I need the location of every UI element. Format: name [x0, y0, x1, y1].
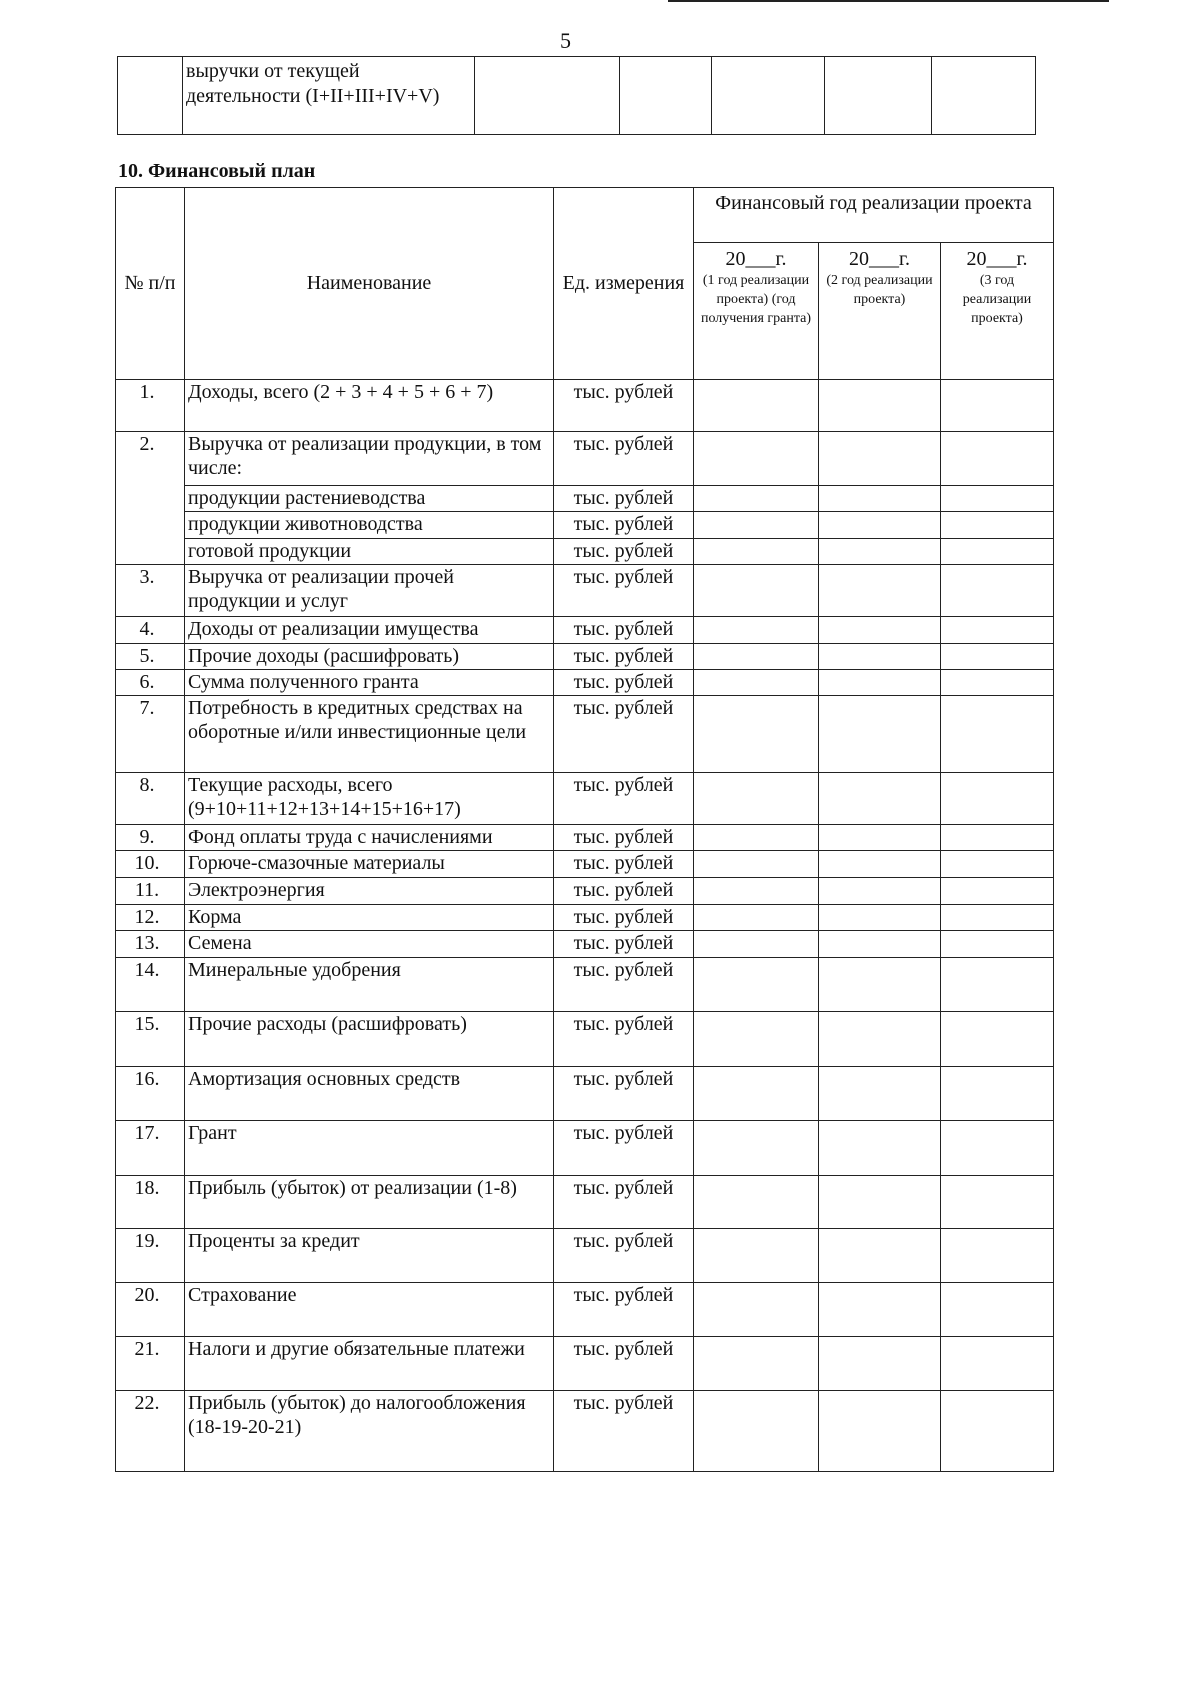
- row-year-3-value-cell: [941, 512, 1054, 539]
- year-3-note: (3 год реализации проекта): [962, 273, 1032, 326]
- row-number-cell: 4.: [116, 617, 185, 644]
- row-name-cell: Налоги и другие обязательные платежи: [185, 1337, 554, 1391]
- table-row: [116, 1121, 1054, 1176]
- row-year-1-value-cell: [694, 931, 819, 958]
- row-year-2-value-cell: [819, 617, 941, 644]
- row-number-cell: 17.: [116, 1121, 185, 1176]
- row-unit-cell: тыс. рублей: [554, 1229, 694, 1283]
- row-unit-cell: тыс. рублей: [554, 825, 694, 851]
- row-year-2-value-cell: [819, 1283, 941, 1337]
- table-row: [116, 1012, 1054, 1067]
- row-number-cell: 21.: [116, 1337, 185, 1391]
- row-number-cell: 16.: [116, 1067, 185, 1121]
- carry-num-cell: [118, 57, 183, 135]
- row-year-2-value-cell: [819, 670, 941, 696]
- row-number-cell: 18.: [116, 1176, 185, 1229]
- row-number-cell: 15.: [116, 1012, 185, 1067]
- row-year-1-value-cell: [694, 1176, 819, 1229]
- row-unit-cell: тыс. рублей: [554, 931, 694, 958]
- financial-plan-body: [116, 380, 1054, 1472]
- carry-over-row: [118, 57, 1036, 135]
- section-title: 10. Финансовый план: [118, 160, 316, 182]
- row-year-2-value-cell: [819, 1176, 941, 1229]
- row-number-cell: [116, 512, 185, 539]
- row-year-3-value-cell: [941, 1176, 1054, 1229]
- row-year-2-value-cell: [819, 931, 941, 958]
- table-row: [116, 512, 1054, 539]
- row-name-cell: Проценты за кредит: [185, 1229, 554, 1283]
- year-1-label: 20___г.: [725, 248, 787, 270]
- header-year-2: [819, 243, 941, 380]
- row-year-1-value-cell: [694, 851, 819, 878]
- row-year-1-value-cell: [694, 565, 819, 617]
- table-row: [116, 1283, 1054, 1337]
- row-year-2-value-cell: [819, 1012, 941, 1067]
- year-3-label: 20___г.: [966, 248, 1028, 270]
- row-name-cell: готовой продукции: [185, 539, 554, 565]
- row-year-1-value-cell: [694, 1229, 819, 1283]
- row-year-1-value-cell: [694, 878, 819, 905]
- table-row: [116, 670, 1054, 696]
- row-unit-cell: тыс. рублей: [554, 617, 694, 644]
- row-unit-cell: тыс. рублей: [554, 696, 694, 773]
- table-row: [116, 617, 1054, 644]
- row-year-2-value-cell: [819, 539, 941, 565]
- row-number-cell: 1.: [116, 380, 185, 432]
- row-year-1-value-cell: [694, 825, 819, 851]
- row-year-1-value-cell: [694, 1121, 819, 1176]
- row-number-cell: 10.: [116, 851, 185, 878]
- row-unit-cell: тыс. рублей: [554, 1067, 694, 1121]
- header-year-1: [694, 243, 819, 380]
- row-year-1-value-cell: [694, 696, 819, 773]
- row-year-1-value-cell: [694, 644, 819, 670]
- row-name-cell: Прочие расходы (расшифровать): [185, 1012, 554, 1067]
- row-name-cell: Сумма полученного гранта: [185, 670, 554, 696]
- row-unit-cell: тыс. рублей: [554, 486, 694, 512]
- table-row: [116, 1229, 1054, 1283]
- row-year-1-value-cell: [694, 1283, 819, 1337]
- row-year-3-value-cell: [941, 1283, 1054, 1337]
- row-year-3-value-cell: [941, 380, 1054, 432]
- row-year-2-value-cell: [819, 773, 941, 825]
- row-year-2-value-cell: [819, 1229, 941, 1283]
- row-number-cell: 22.: [116, 1391, 185, 1472]
- table-row: [116, 486, 1054, 512]
- row-year-1-value-cell: [694, 905, 819, 931]
- table-row: [116, 878, 1054, 905]
- row-unit-cell: тыс. рублей: [554, 1176, 694, 1229]
- row-year-3-value-cell: [941, 878, 1054, 905]
- row-name-cell: Страхование: [185, 1283, 554, 1337]
- row-name-cell: Выручка от реализации продукции, в том числе:: [185, 432, 554, 486]
- row-name-cell: Доходы от реализации имущества: [185, 617, 554, 644]
- row-year-2-value-cell: [819, 825, 941, 851]
- row-unit-cell: тыс. рублей: [554, 644, 694, 670]
- row-year-3-value-cell: [941, 825, 1054, 851]
- row-year-3-value-cell: [941, 905, 1054, 931]
- table-row: [116, 851, 1054, 878]
- row-name-cell: Электроэнергия: [185, 878, 554, 905]
- row-name-cell: Прочие доходы (расшифровать): [185, 644, 554, 670]
- table-row: [116, 958, 1054, 1012]
- row-unit-cell: тыс. рублей: [554, 878, 694, 905]
- year-2-note: (2 год реализации проекта): [826, 273, 933, 307]
- row-number-cell: [116, 539, 185, 565]
- row-year-1-value-cell: [694, 773, 819, 825]
- financial-plan-table: [115, 187, 1054, 1472]
- row-name-cell: Выручка от реализации прочей продукции и услуг: [185, 565, 554, 617]
- row-name-cell: Прибыль (убыток) от реализации (1-8): [185, 1176, 554, 1229]
- row-year-2-value-cell: [819, 1337, 941, 1391]
- table-row: [116, 905, 1054, 931]
- row-unit-cell: тыс. рублей: [554, 958, 694, 1012]
- row-year-1-value-cell: [694, 512, 819, 539]
- row-year-2-value-cell: [819, 851, 941, 878]
- row-year-2-value-cell: [819, 644, 941, 670]
- row-number-cell: 6.: [116, 670, 185, 696]
- row-year-3-value-cell: [941, 617, 1054, 644]
- table-row: [116, 1391, 1054, 1472]
- row-year-3-value-cell: [941, 670, 1054, 696]
- row-number-cell: 5.: [116, 644, 185, 670]
- row-unit-cell: тыс. рублей: [554, 432, 694, 486]
- row-year-3-value-cell: [941, 1012, 1054, 1067]
- table-row: [116, 380, 1054, 432]
- row-year-3-value-cell: [941, 1391, 1054, 1472]
- row-name-cell: Фонд оплаты труда с начислениями: [185, 825, 554, 851]
- row-year-2-value-cell: [819, 1121, 941, 1176]
- row-number-cell: 20.: [116, 1283, 185, 1337]
- row-year-1-value-cell: [694, 617, 819, 644]
- row-year-2-value-cell: [819, 905, 941, 931]
- row-unit-cell: тыс. рублей: [554, 539, 694, 565]
- table-row: [116, 773, 1054, 825]
- row-year-2-value-cell: [819, 696, 941, 773]
- row-number-cell: 7.: [116, 696, 185, 773]
- row-name-cell: продукции животноводства: [185, 512, 554, 539]
- row-number-cell: 19.: [116, 1229, 185, 1283]
- row-year-3-value-cell: [941, 958, 1054, 1012]
- row-year-3-value-cell: [941, 1121, 1054, 1176]
- top-edge-line: [668, 0, 1109, 2]
- row-number-cell: 3.: [116, 565, 185, 617]
- header-fiscal-year: Финансовый год реализации проекта: [694, 188, 1054, 243]
- row-year-2-value-cell: [819, 1391, 941, 1472]
- row-name-cell: Минеральные удобрения: [185, 958, 554, 1012]
- row-year-3-value-cell: [941, 773, 1054, 825]
- carry-value-cell: [475, 57, 620, 135]
- header-number: № п/п: [116, 188, 185, 380]
- table-row: [116, 539, 1054, 565]
- row-unit-cell: тыс. рублей: [554, 851, 694, 878]
- row-year-3-value-cell: [941, 1067, 1054, 1121]
- row-unit-cell: тыс. рублей: [554, 1283, 694, 1337]
- row-year-1-value-cell: [694, 539, 819, 565]
- table-row: [116, 565, 1054, 617]
- row-year-2-value-cell: [819, 432, 941, 486]
- table-row: [116, 1067, 1054, 1121]
- row-year-2-value-cell: [819, 565, 941, 617]
- row-year-2-value-cell: [819, 512, 941, 539]
- row-year-3-value-cell: [941, 931, 1054, 958]
- year-2-label: 20___г.: [849, 248, 910, 270]
- table-row: [116, 644, 1054, 670]
- carry-name-cell: выручки от текущей деятельности (I+II+III+IV+V): [183, 57, 475, 135]
- row-unit-cell: тыс. рублей: [554, 1337, 694, 1391]
- row-year-2-value-cell: [819, 1067, 941, 1121]
- table-row: [116, 825, 1054, 851]
- row-year-1-value-cell: [694, 1012, 819, 1067]
- row-unit-cell: тыс. рублей: [554, 380, 694, 432]
- row-number-cell: [116, 486, 185, 512]
- row-name-cell: Прибыль (убыток) до налогообложения (18-19-20-21): [185, 1391, 554, 1472]
- row-name-cell: продукции растениеводства: [185, 486, 554, 512]
- row-year-1-value-cell: [694, 1337, 819, 1391]
- row-unit-cell: тыс. рублей: [554, 670, 694, 696]
- row-year-3-value-cell: [941, 644, 1054, 670]
- row-unit-cell: тыс. рублей: [554, 1391, 694, 1472]
- row-name-cell: Текущие расходы, всего (9+10+11+12+13+14+15+16+17): [185, 773, 554, 825]
- year-1-note: (1 год реализации проекта) (год получения гранта): [700, 273, 812, 326]
- row-name-cell: Доходы, всего (2 + 3 + 4 + 5 + 6 + 7): [185, 380, 554, 432]
- row-name-cell: Семена: [185, 931, 554, 958]
- row-unit-cell: тыс. рублей: [554, 905, 694, 931]
- row-name-cell: Амортизация основных средств: [185, 1067, 554, 1121]
- row-number-cell: 2.: [116, 432, 185, 486]
- row-year-2-value-cell: [819, 878, 941, 905]
- row-year-1-value-cell: [694, 1067, 819, 1121]
- row-year-2-value-cell: [819, 380, 941, 432]
- carry-over-table: [117, 56, 1036, 135]
- row-year-3-value-cell: [941, 851, 1054, 878]
- carry-value-cell: [620, 57, 712, 135]
- carry-value-cell: [712, 57, 825, 135]
- row-number-cell: 12.: [116, 905, 185, 931]
- carry-value-cell: [825, 57, 932, 135]
- row-unit-cell: тыс. рублей: [554, 1121, 694, 1176]
- row-year-2-value-cell: [819, 486, 941, 512]
- row-year-1-value-cell: [694, 432, 819, 486]
- row-number-cell: 8.: [116, 773, 185, 825]
- table-row: [116, 1337, 1054, 1391]
- row-number-cell: 11.: [116, 878, 185, 905]
- row-unit-cell: тыс. рублей: [554, 565, 694, 617]
- row-year-2-value-cell: [819, 958, 941, 1012]
- row-year-1-value-cell: [694, 1391, 819, 1472]
- table-row: [116, 1176, 1054, 1229]
- row-unit-cell: тыс. рублей: [554, 1012, 694, 1067]
- table-row: [116, 931, 1054, 958]
- row-name-cell: Корма: [185, 905, 554, 931]
- row-year-3-value-cell: [941, 539, 1054, 565]
- header-row-top: [116, 188, 1054, 243]
- row-year-1-value-cell: [694, 670, 819, 696]
- row-year-1-value-cell: [694, 486, 819, 512]
- header-unit: Ед. измерения: [554, 188, 694, 380]
- row-unit-cell: тыс. рублей: [554, 512, 694, 539]
- row-year-3-value-cell: [941, 1229, 1054, 1283]
- row-unit-cell: тыс. рублей: [554, 773, 694, 825]
- row-year-3-value-cell: [941, 432, 1054, 486]
- row-year-3-value-cell: [941, 696, 1054, 773]
- row-year-1-value-cell: [694, 380, 819, 432]
- row-number-cell: 14.: [116, 958, 185, 1012]
- table-row: [116, 432, 1054, 486]
- row-name-cell: Горюче-смазочные материалы: [185, 851, 554, 878]
- row-year-3-value-cell: [941, 1337, 1054, 1391]
- row-year-1-value-cell: [694, 958, 819, 1012]
- header-name: Наименование: [185, 188, 554, 380]
- row-name-cell: Грант: [185, 1121, 554, 1176]
- row-year-3-value-cell: [941, 486, 1054, 512]
- table-row: [116, 696, 1054, 773]
- page-number: 5: [560, 28, 571, 53]
- row-name-cell: Потребность в кредитных средствах на оборотные и/или инвестиционные цели: [185, 696, 554, 773]
- row-number-cell: 13.: [116, 931, 185, 958]
- header-year-3: [941, 243, 1054, 380]
- row-year-3-value-cell: [941, 565, 1054, 617]
- carry-value-cell: [932, 57, 1036, 135]
- row-number-cell: 9.: [116, 825, 185, 851]
